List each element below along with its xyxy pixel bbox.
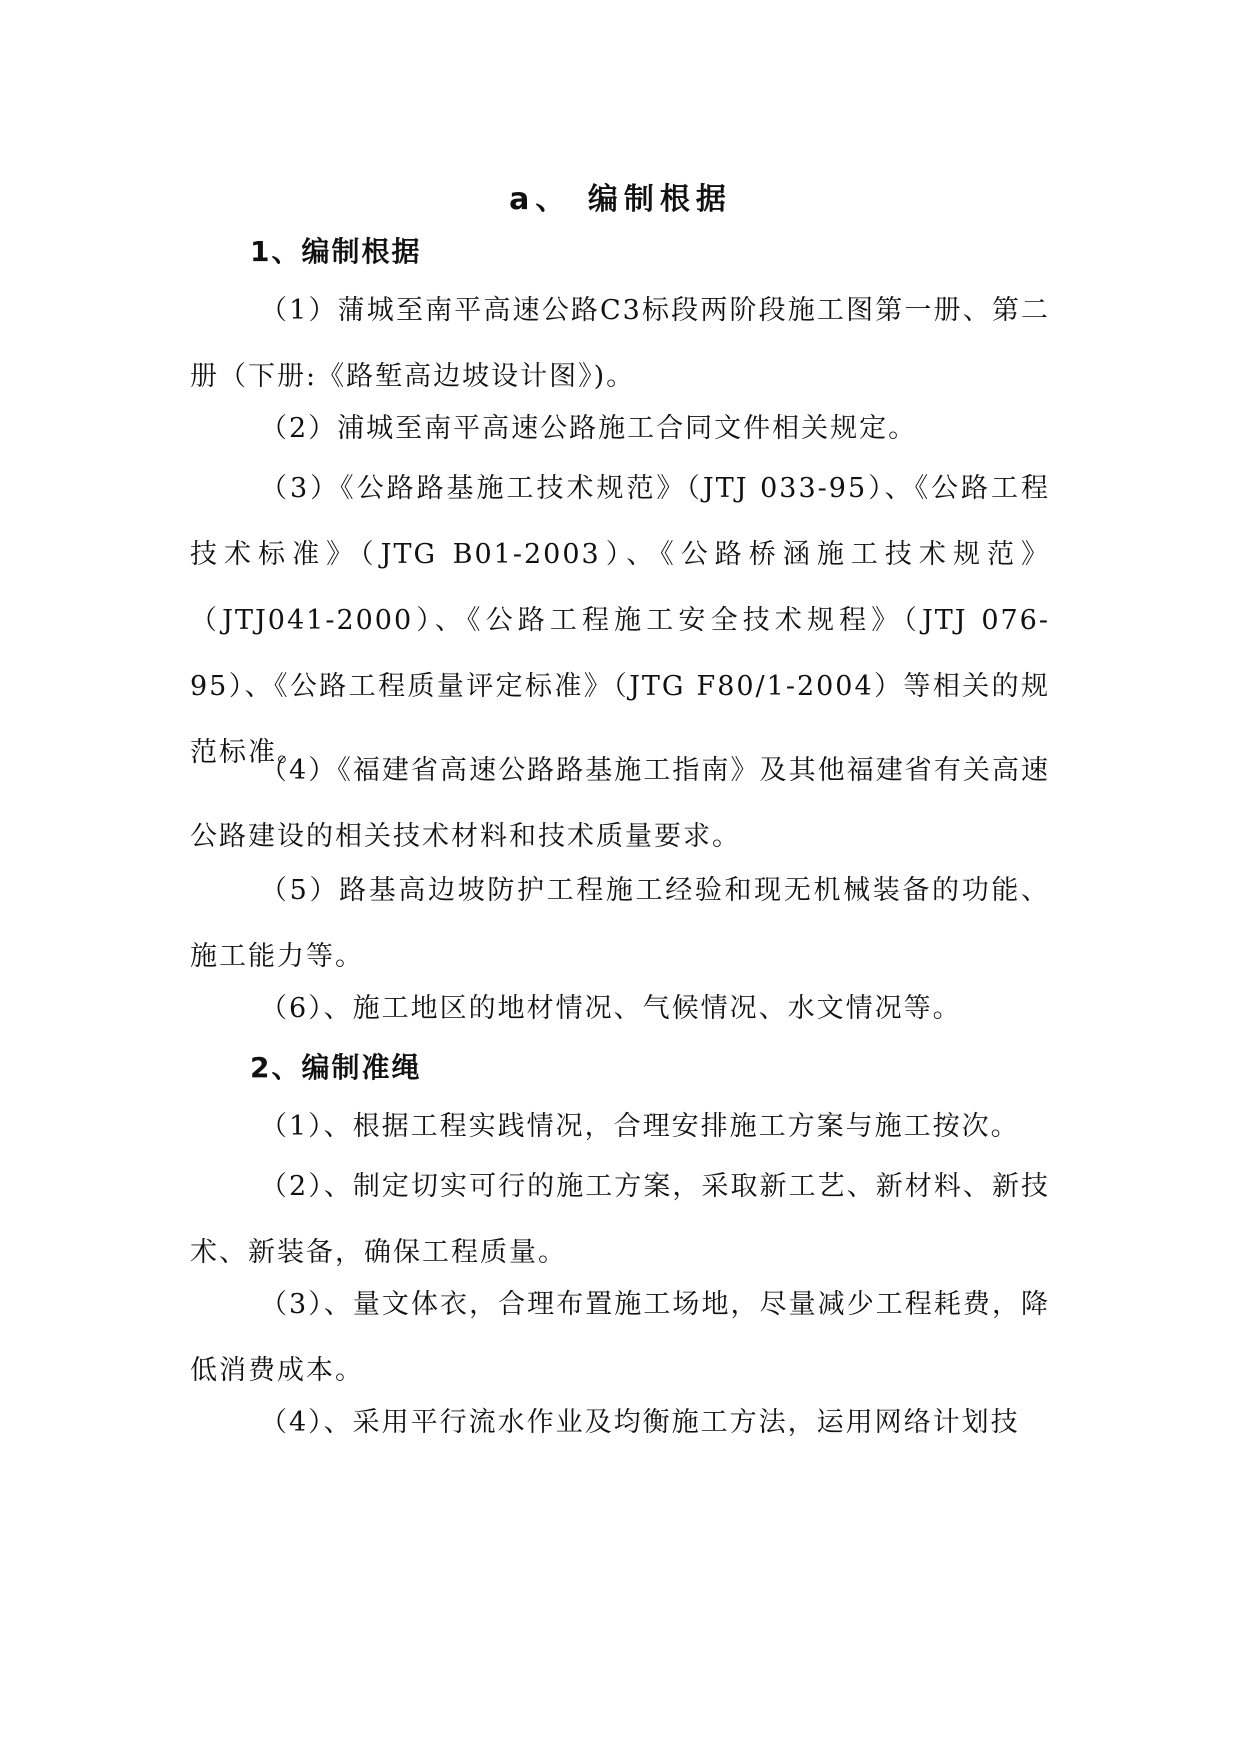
paragraph-1-4: （4）《福建省高速公路路基施工指南》及其他福建省有关高速公路建设的相关技术材料和技术质量要求。 <box>190 755 1050 852</box>
paragraph-1-3: （3）《公路路基施工技术规范》（JTJ 033-95）、《公路工程技术标准》（JTG B01-2003）、《公路桥涵施工技术规范》（JTJ041-2000）、《公路工程施工安全技术规程》（JTJ 076-95）、《公路工程质量评定标准》（JTG F80/1-2004）等相关的规范标准。 <box>190 473 1050 768</box>
paragraph-2-1: （1）、根据工程实践情况，合理安排施工方案与施工按次。 <box>260 1111 1020 1142</box>
paragraph-1-6: （6）、施工地区的地材情况、气候情况、水文情况等。 <box>260 993 962 1024</box>
paragraph-1-2: （2）浦城至南平高速公路施工合同文件相关规定。 <box>260 413 918 444</box>
paragraph-1-5: （5）路基高边坡防护工程施工经验和现无机械装备的功能、施工能力等。 <box>190 875 1050 972</box>
document-title: a、 编制根据 <box>509 182 732 217</box>
section-heading-2: 2、编制准绳 <box>250 1051 422 1084</box>
paragraph-2-3: （3）、量文体衣，合理布置施工场地，尽量减少工程耗费，降低消费成本。 <box>190 1289 1050 1386</box>
paragraph-1-1: （1）蒲城至南平高速公路C3标段两阶段施工图第一册、第二册（下册:《路堑高边坡设计图》)。 <box>190 295 1050 392</box>
section-heading-1: 1、编制根据 <box>250 235 422 268</box>
paragraph-2-2: （2）、制定切实可行的施工方案，采取新工艺、新材料、新技术、新装备，确保工程质量。 <box>190 1171 1050 1268</box>
paragraph-2-4: （4）、采用平行流水作业及均衡施工方法，运用网络计划技 <box>260 1407 1020 1438</box>
